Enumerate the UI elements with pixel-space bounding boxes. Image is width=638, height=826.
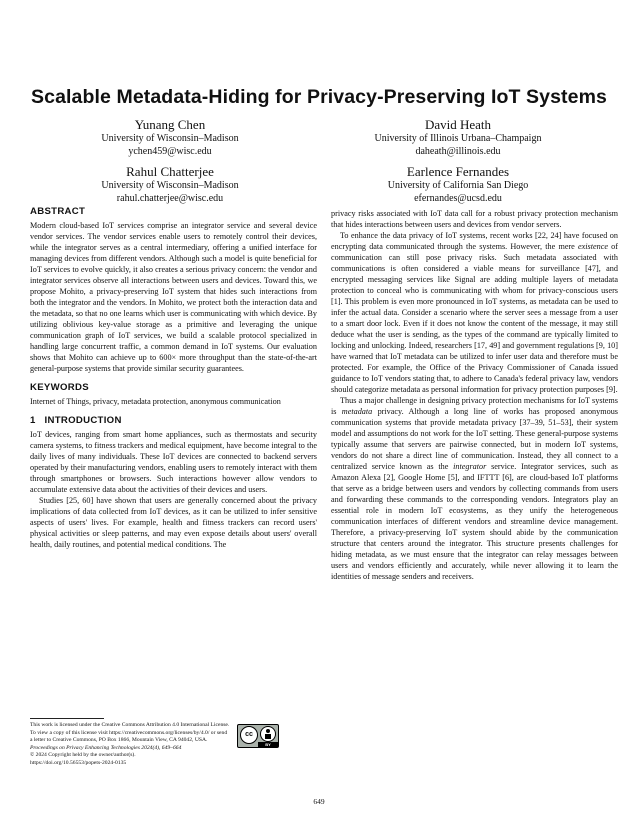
author-affiliation: University of Wisconsin–Madison: [101, 180, 239, 191]
attribution-person-icon: [260, 726, 276, 742]
author-email: daheath@illinois.edu: [415, 145, 501, 157]
author-name: Yunang Chen: [134, 117, 206, 132]
by-label: BY: [258, 742, 278, 747]
keywords-text: Internet of Things, privacy, metadata protection, anonymous communication: [30, 397, 281, 406]
body-paragraph: [331, 230, 618, 395]
text-run: of communication can still pose privacy risks. Such metadata associated with communications is often considered a viable means for surveillance [47], and encrypted messaging services like Signal are adding multiple layers of metadata protection to conceal who is communicating with whom for privacy-conscious users [1]. This problem is even more pronounced in IoT systems, as metadata can be used to infer the actual data. Consider a scenario where the server sees a message from a user to a smart door lock. Even if it does not know the content of the message, it may still deduce what the user is sending, as the types of the command are typically limited to locking and unlocking. Indeed, researchers [17, 49] and government regulations [9, 10] have warned that IoT metadata can be utilized to infer user data and therefore must be protected. For example, the Office of the Privacy Commissioner of Canada issued guidance to IoT vendors stating that, to adhere to Canada's federal privacy law, vendors should categorize metadata as personal information for privacy protection purposes [9].: [331, 242, 618, 394]
author-name: Rahul Chatterjee: [126, 164, 214, 179]
author-email: ychen459@wisc.edu: [128, 145, 212, 157]
author-affiliation: University of Wisconsin–Madison: [101, 133, 239, 144]
emphasis-run: existence: [578, 242, 608, 251]
author-affiliation: University of California San Diego: [387, 180, 529, 191]
paper-title: Scalable Metadata-Hiding for Privacy-Preserving IoT Systems: [31, 86, 607, 108]
license-text: This work is licensed under the Creative Commons Attribution 4.0 International License. To view a copy of this license visit https://creativecommons.org/licenses/by/4.0/ or send a letter to Creative Commons, PO Box 1866, Mountain View, CA 94042, USA.: [30, 722, 230, 744]
author-email: rahul.chatterjee@wisc.edu: [116, 192, 224, 204]
cc-icon: cc: [240, 726, 258, 744]
proceedings-line: Proceedings on Privacy Enhancing Technologies 2024(4), 649–664: [30, 744, 182, 751]
author-name: Earlence Fernandes: [406, 164, 510, 179]
intro-paragraph: Studies [25, 60] have shown that users are generally concerned about the privacy implications of data collected from IoT devices, as it can be utilized to infer sensitive aspects of users' lives. For example, health and fitness trackers can record users' physical activities or sleep patterns, and may even expose details about users' overall health, daily routines, and potential medical conditions. The: [30, 496, 317, 549]
author-block: [30, 164, 310, 205]
body-paragraph: privacy risks associated with IoT data call for a robust privacy protection mechanism that hides interactions between users and devices from vendor servers.: [331, 209, 618, 229]
footnote-rule: [30, 718, 104, 719]
author-name: David Heath: [424, 117, 492, 132]
text-run: privacy. Although a long line of works has proposed anonymous communication systems that provide metadata privacy [37–39, 51–53], their system model and assumptions do not work for the IoT setting. These general-purpose systems typically assume that servers are pairwise connected, but in modern IoT systems, vendors do not share a direct line of communication. Instead, they all connect to a centralized service known as the: [331, 407, 618, 471]
abstract-text: Modern cloud-based IoT services comprise an integrator service and several device vendor services. The vendor services enable users to remotely control their devices, while the integrator serves as a central intermediary, offering a unified interface for managing devices from different vendors. Although such a model is quite beneficial for IoT services to evolve quickly, it also creates a serious privacy concern: the vendor and integrator services observe all interactions between users and devices. Toward this, we propose Mohito, a privacy-preserving IoT system that hides such interactions from both the integrator and the vendors. In Mohito, we protect both the interaction data and the metadata, so that no one learns which user is communicating with which device. By utilizing oblivious key-value storage as a primitive and leveraging the unique communication graph of IoT services, we build a scalable protocol specialized in handling large concurrent traffic, a common demand in IoT systems. Our evaluation shows that Mohito can achieve up to 600× more throughput than the state-of-the-art general-purpose systems that provide similar security guarantees.: [30, 221, 317, 373]
left-column: [30, 206, 317, 550]
copyright-line: © 2024 Copyright held by the owner/author(s).: [30, 752, 136, 759]
license-footer: [30, 722, 230, 768]
author-email: efernandes@ucsd.edu: [414, 192, 502, 204]
text-run: service. Integrator services, such as Amazon Alexa [2], Google Home [5], and IFTTT [6], are cloud-based IoT platforms that serve as a bridge between users and vendors by collecting commands from users and forwarding these commands to the corresponding vendors. Integrators play an essential role in modern IoT ecosystems, as they unify the heterogeneous communication interfaces of different vendors and streamline device management. Therefore, a privacy-preserving IoT system should abide by the communication structure that centers around the integrator. This structure presents challenges for hiding metadata, as we must ensure that the integrator can relay messages between users and vendors efficiently and accurately, while never allowing it to learn the identities of message senders and receivers.: [331, 462, 618, 581]
creative-commons-badge-icon[interactable]: [237, 724, 279, 748]
text-run: Thus a major challenge in designing privacy protection mechanisms for IoT systems is: [331, 396, 618, 416]
right-column: [331, 208, 618, 582]
author-block: [318, 164, 598, 205]
body-paragraph: [331, 395, 618, 582]
text-run: To enhance the data privacy of IoT systems, recent works [22, 24] have focused on encrypting data communicated through the systems. However, the mere: [331, 231, 618, 251]
doi-link[interactable]: https://doi.org/10.56553/popets-2024-0135: [30, 759, 127, 766]
author-affiliation: University of Illinois Urbana–Champaign: [374, 133, 542, 144]
emphasis-run: integrator: [453, 462, 487, 471]
abstract-heading: ABSTRACT: [30, 206, 86, 217]
page-number: 649: [313, 797, 325, 806]
author-block: [30, 117, 310, 158]
keywords-heading: KEYWORDS: [30, 382, 89, 393]
intro-paragraph: IoT devices, ranging from smart home appliances, such as thermostats and security camera systems, to fitness trackers and medical equipment, have become integral to the daily lives of many individuals. These IoT devices are connected to backend servers operated by their manufacturing vendors, enabling users to remotely interact with them through smartphones or browsers. Such interactions however allow vendors to accumulate extensive data about the activities of their devices and users.: [30, 430, 317, 494]
author-block: [318, 117, 598, 158]
introduction-heading: 1 INTRODUCTION: [30, 415, 122, 426]
emphasis-run: metadata: [341, 407, 373, 416]
